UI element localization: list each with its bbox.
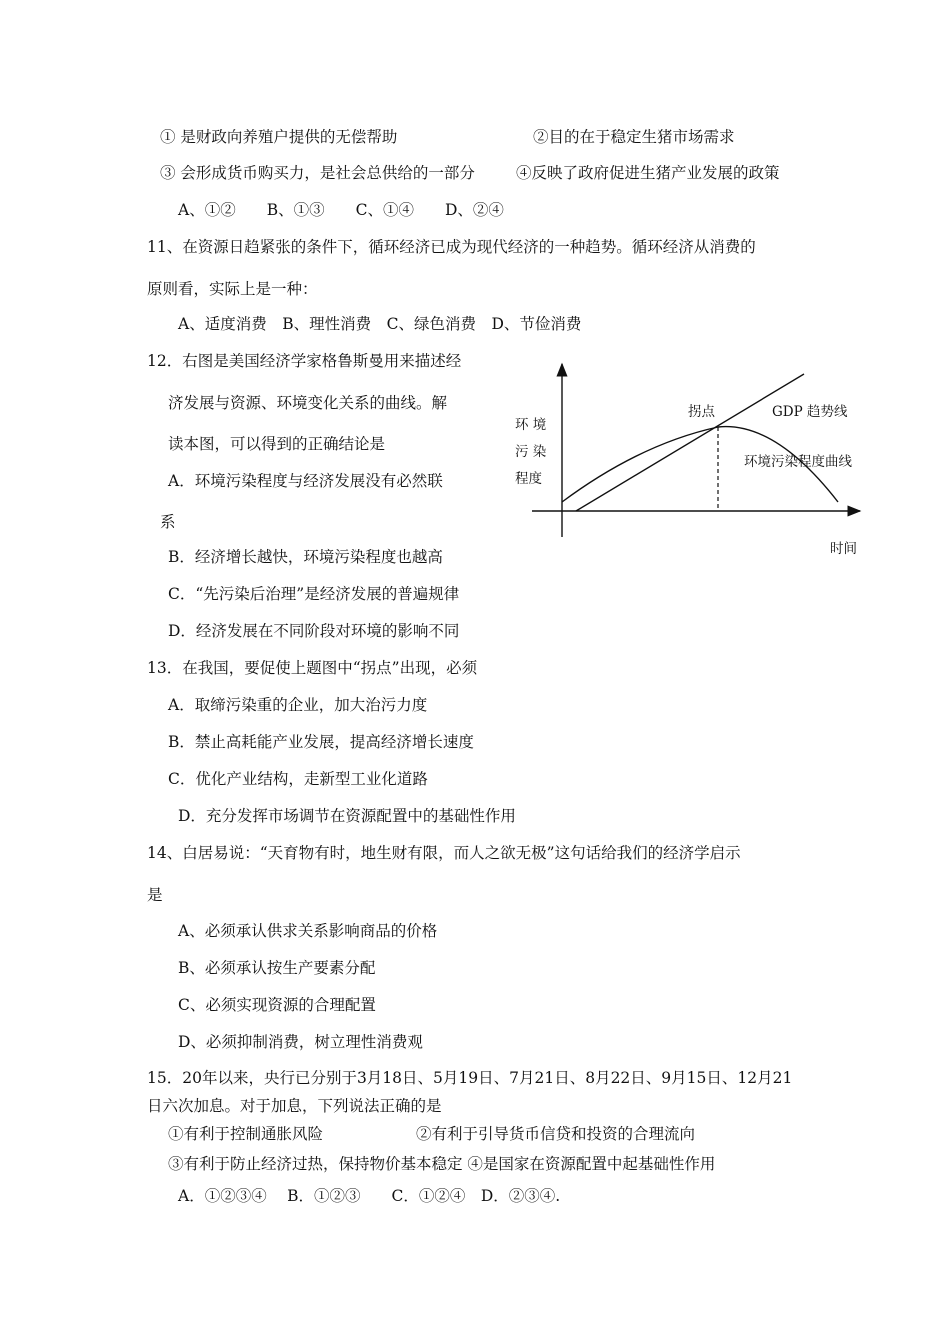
q12-option-d: D．经济发展在不同阶段对环境的影响不同 <box>168 622 460 640</box>
y-axis-label-line2: 污 染 <box>515 444 547 460</box>
q10-option-4: ④反映了政府促进生猪产业发展的政策 <box>516 164 780 182</box>
q13-option-d: D．充分发挥市场调节在资源配置中的基础性作用 <box>178 807 516 825</box>
q11-answers: A、适度消费 B、理性消费 C、绿色消费 D、节俭消费 <box>178 315 582 333</box>
q14-stem-line2: 是 <box>147 886 163 904</box>
q15-option-2: ②有利于引导货币信贷和投资的合理流向 <box>416 1125 696 1143</box>
x-axis-label: 时间 <box>830 541 857 557</box>
q14-option-a: A、必须承认供求关系影响商品的价格 <box>178 922 438 940</box>
q12-stem-line3: 读本图，可以得到的正确结论是 <box>168 435 386 453</box>
grossman-curve-chart <box>500 350 870 540</box>
q11-stem-line1: 11、在资源日趋紧张的条件下，循环经济已成为现代经济的一种趋势。循环经济从消费的 <box>147 238 756 256</box>
q12-option-a-line1: A．环境污染程度与经济发展没有必然联 <box>168 472 443 490</box>
q15-answers: A．①②③④ B．①②③ C．①②④ D．②③④. <box>178 1187 561 1205</box>
q12-stem-line1: 12．右图是美国经济学家格鲁斯曼用来描述经 <box>147 352 462 370</box>
q13-option-c: C．优化产业结构，走新型工业化道路 <box>168 770 428 788</box>
q14-option-b: B、必须承认按生产要素分配 <box>178 959 376 977</box>
q13-stem: 13．在我国，要促使上题图中“拐点”出现，必须 <box>147 659 478 677</box>
q10-option-2: ②目的在于稳定生猪市场需求 <box>533 128 735 146</box>
q13-option-a: A．取缔污染重的企业，加大治污力度 <box>168 696 428 714</box>
q14-option-c: C、必须实现资源的合理配置 <box>178 996 376 1014</box>
q15-stem-line1: 15．20年以来，央行已分别于3月18日、5月19日、7月21日、8月22日、9月15日、12月21 <box>147 1069 793 1087</box>
gdp-trend-line <box>576 374 804 511</box>
turning-point-label: 拐点 <box>688 404 715 420</box>
q13-option-b: B．禁止高耗能产业发展，提高经济增长速度 <box>168 733 474 751</box>
q15-option-1: ①有利于控制通胀风险 <box>168 1125 324 1143</box>
q15-option-3-4: ③有利于防止经济过热，保持物价基本稳定 ④是国家在资源配置中起基础性作用 <box>168 1155 716 1173</box>
q12-option-a-line2: 系 <box>160 513 176 531</box>
q14-stem-line1: 14、白居易说：“天育物有时，地生财有限，而人之欲无极”这句话给我们的经济学启示 <box>147 844 741 862</box>
y-axis-label-line3: 程度 <box>515 471 542 487</box>
y-axis-label-line1: 环 境 <box>515 417 547 433</box>
gdp-trend-label: GDP 趋势线 <box>772 404 848 420</box>
q10-option-3: ③ 会形成货币购买力，是社会总供给的一部分 <box>160 164 475 182</box>
q12-stem-line2: 济发展与资源、环境变化关系的曲线。解 <box>168 394 448 412</box>
q14-option-d: D、必须抑制消费，树立理性消费观 <box>178 1033 423 1051</box>
q12-option-c: C．“先污染后治理”是经济发展的普遍规律 <box>168 585 460 603</box>
q10-answers: A、①② B、①③ C、①④ D、②④ <box>178 201 504 219</box>
q12-option-b: B．经济增长越快，环境污染程度也越高 <box>168 548 443 566</box>
q10-option-1: ① 是财政向养殖户提供的无偿帮助 <box>160 128 398 146</box>
pollution-curve-label: 环境污染程度曲线 <box>744 454 852 470</box>
q11-stem-line2: 原则看，实际上是一种： <box>147 280 318 298</box>
q15-stem-line2: 日六次加息。对于加息，下列说法正确的是 <box>147 1097 442 1115</box>
